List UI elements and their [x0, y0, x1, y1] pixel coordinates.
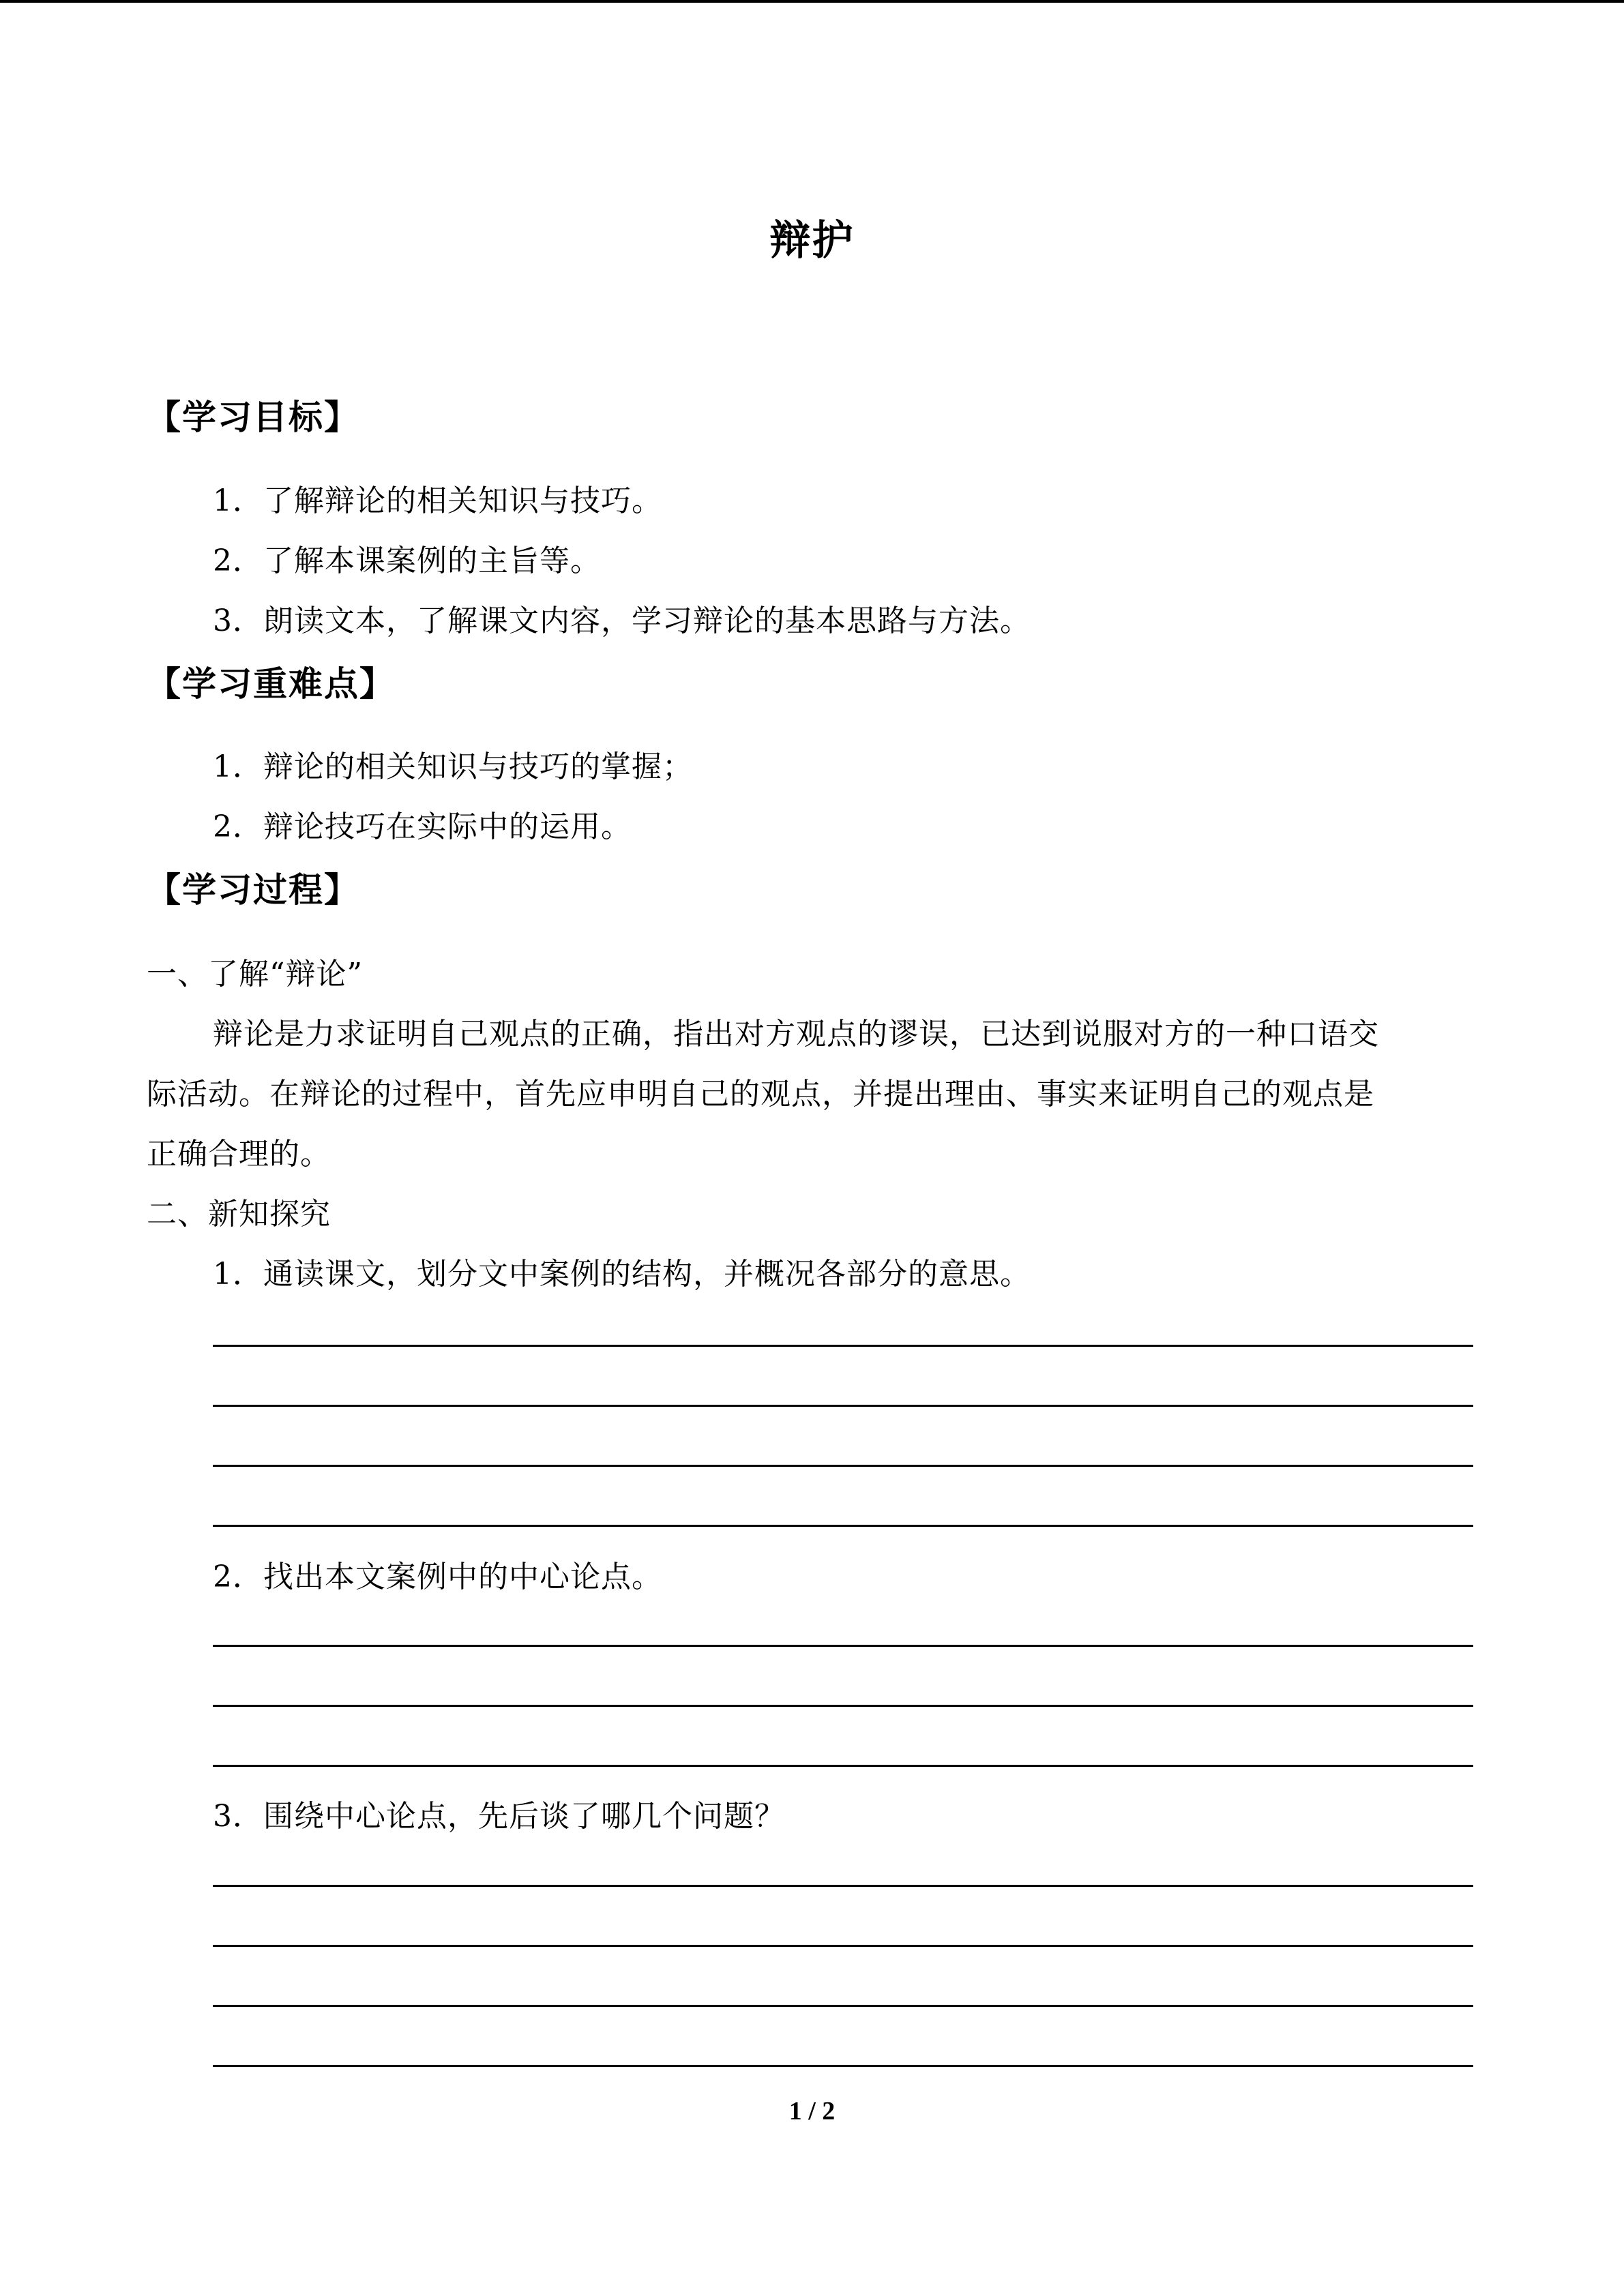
section-heading-goals: 【学习目标】: [147, 398, 359, 437]
answer-line[interactable]: [213, 1345, 1473, 1347]
goal-item-3: 3．朗读文本，了解课文内容，学习辩论的基本思路与方法。: [213, 603, 1031, 638]
answer-line[interactable]: [213, 1945, 1473, 1947]
key-point-item-1: 1．辩论的相关知识与技巧的掌握；: [213, 749, 693, 784]
key-point-item-2: 2．辩论技巧在实际中的运用。: [213, 809, 632, 844]
part1-paragraph-line-2: 际活动。在辩论的过程中，首先应申明自己的观点，并提出理由、事实来证明自己的观点是: [147, 1077, 1374, 1112]
answer-line[interactable]: [213, 1705, 1473, 1707]
document-title: 辩护: [769, 217, 855, 265]
answer-line[interactable]: [213, 1885, 1473, 1887]
question-3: 3．围绕中心论点，先后谈了哪几个问题？: [213, 1799, 785, 1834]
section-heading-key-points: 【学习重难点】: [147, 664, 395, 704]
section-heading-process: 【学习过程】: [147, 870, 359, 910]
answer-line[interactable]: [213, 1465, 1473, 1467]
answer-line[interactable]: [213, 1525, 1473, 1527]
goal-item-2: 2．了解本课案例的主旨等。: [213, 543, 601, 578]
answer-line[interactable]: [213, 1645, 1473, 1647]
part1-paragraph-line-1: 辩论是力求证明自己观点的正确，指出对方观点的谬误，已达到说服对方的一种口语交: [213, 1017, 1379, 1052]
goal-item-1: 1．了解辩论的相关知识与技巧。: [213, 483, 662, 518]
question-2: 2．找出本文案例中的中心论点。: [213, 1560, 662, 1594]
part2-title: 二、新知探究: [147, 1197, 331, 1232]
page-number: 1 / 2: [788, 2097, 836, 2126]
answer-line[interactable]: [213, 1765, 1473, 1767]
answer-line[interactable]: [213, 1405, 1473, 1407]
answer-line[interactable]: [213, 2065, 1473, 2067]
question-1: 1．通读课文，划分文中案例的结构，并概况各部分的意思。: [213, 1257, 1031, 1292]
part1-title: 一、了解“辩论”: [147, 957, 363, 992]
part1-paragraph-line-3: 正确合理的。: [147, 1137, 331, 1172]
answer-line[interactable]: [213, 2005, 1473, 2007]
